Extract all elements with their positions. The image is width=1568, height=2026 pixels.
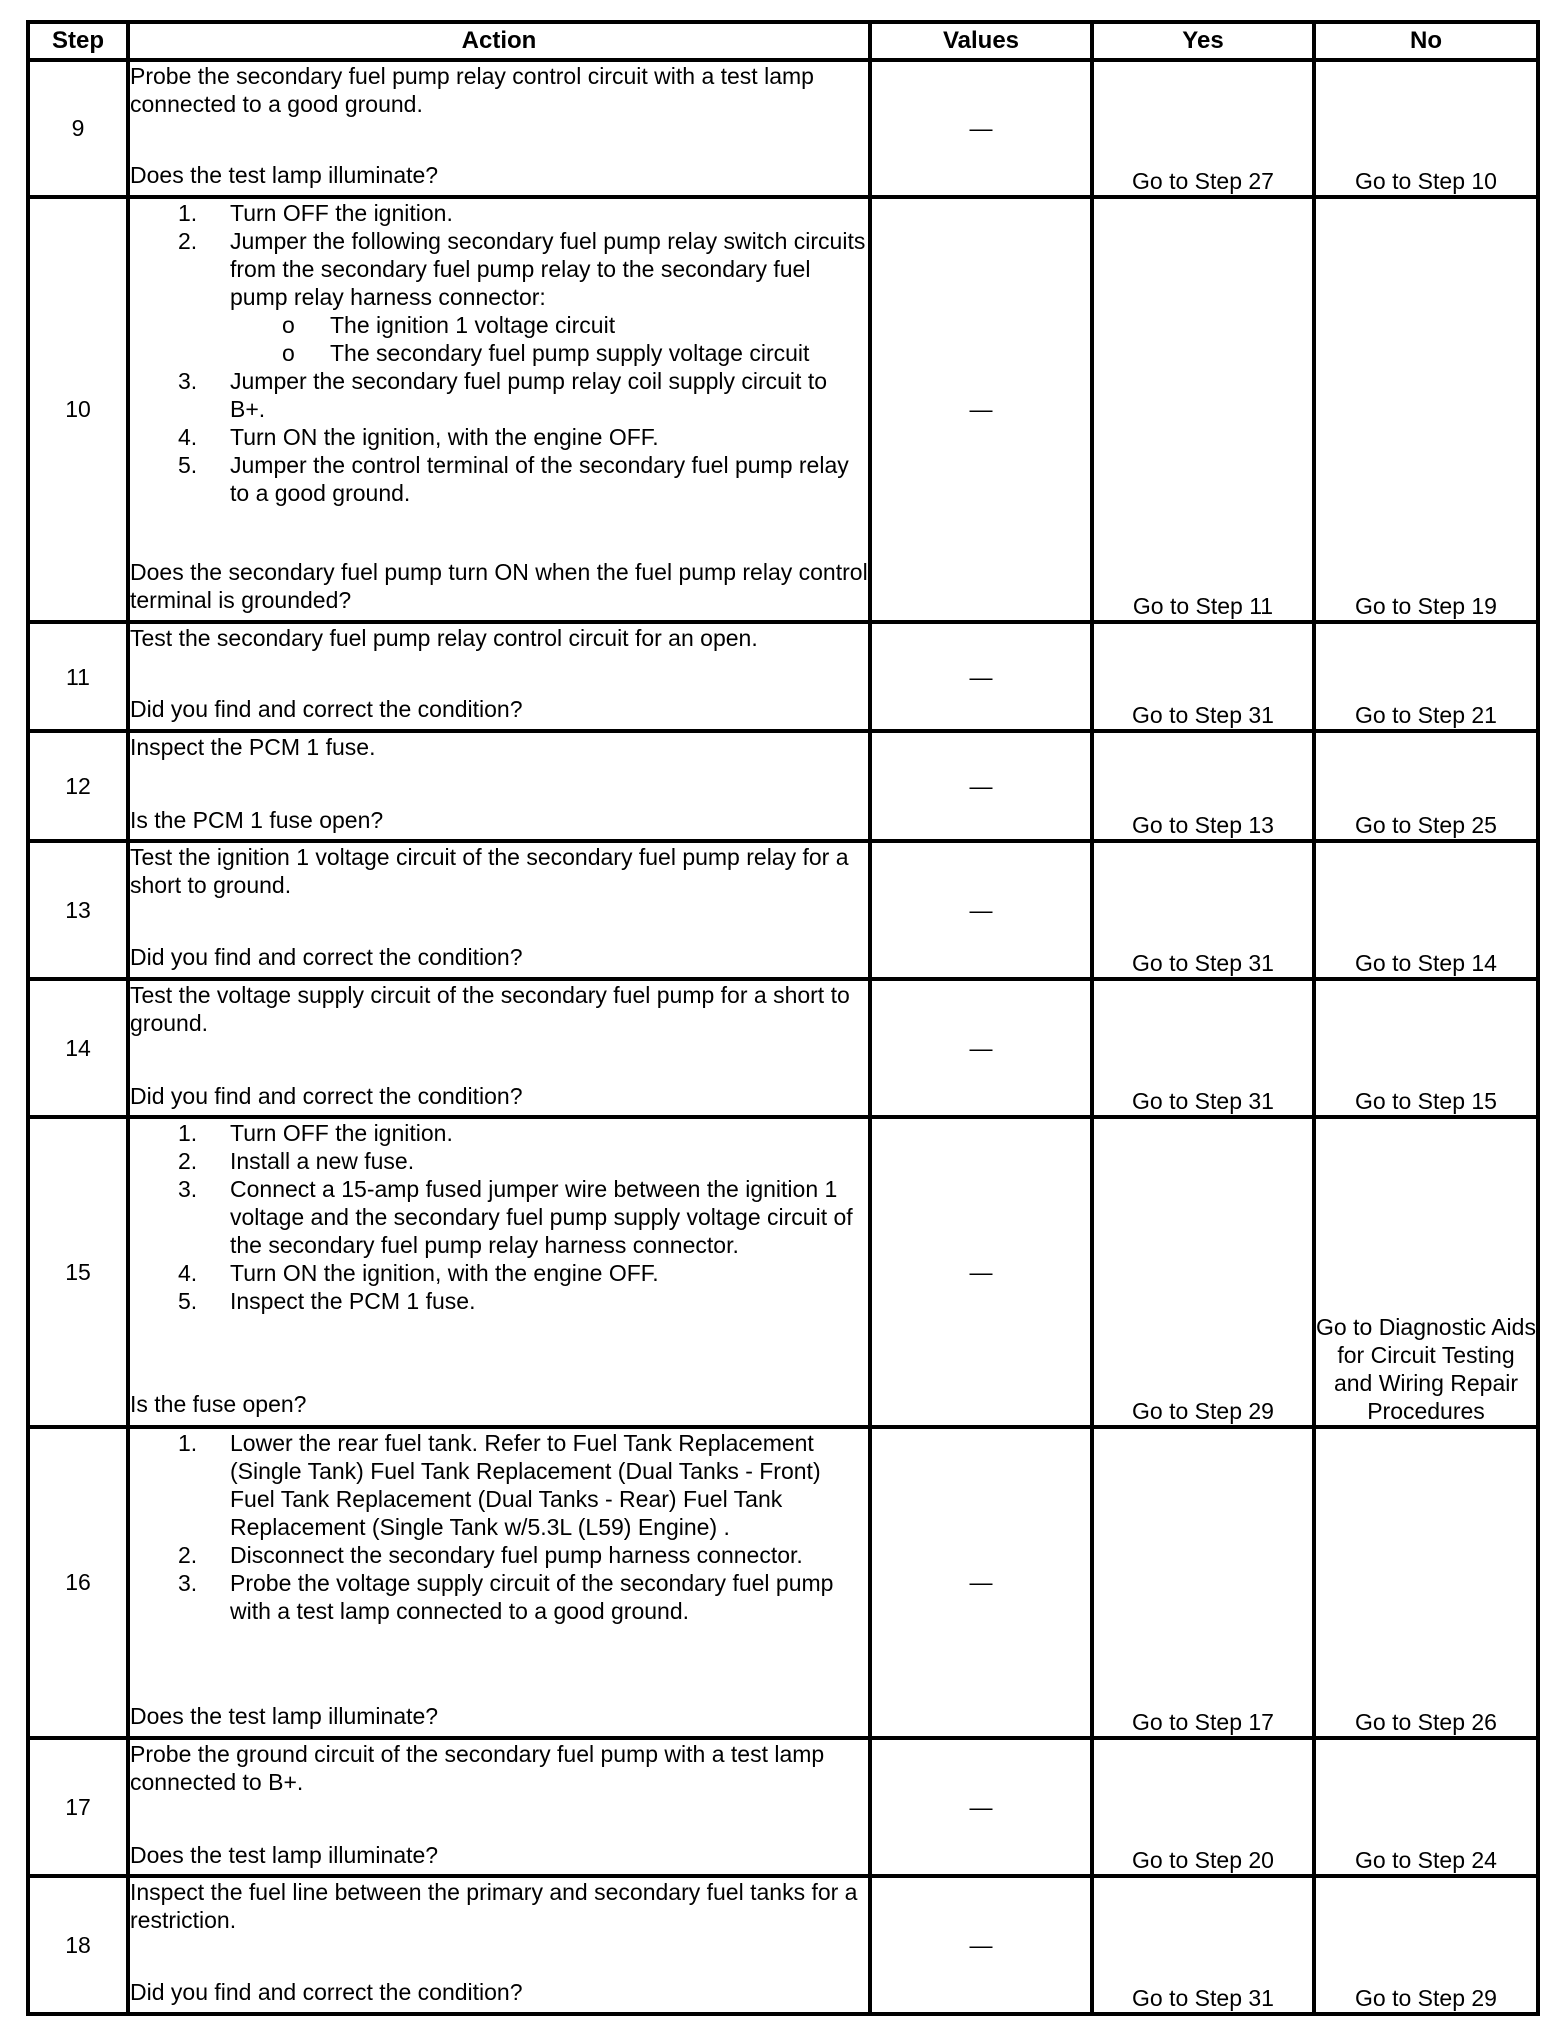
table-row xyxy=(28,1876,1538,2014)
step-index: 5. xyxy=(178,1288,198,1315)
action-step xyxy=(178,1147,868,1175)
values-cell: — xyxy=(870,60,1092,197)
action-text: Inspect the fuel line between the primary and secondary fuel tanks for a restriction. xyxy=(130,1879,858,1934)
values-cell: — xyxy=(870,1738,1092,1877)
sub-text: The secondary fuel pump supply voltage circuit xyxy=(330,339,810,366)
step-text: Connect a 15-amp fused jumper wire between the ignition 1 voltage and the secondary fuel pump supply voltage circuit of the secondary fuel pump relay harness connector. xyxy=(230,1176,853,1259)
sub-item xyxy=(282,339,868,367)
bullet-icon: o xyxy=(282,339,295,366)
yes-outcome: Go to Step 31 xyxy=(1092,841,1314,979)
table-row xyxy=(28,1117,1538,1426)
yes-outcome: Go to Step 27 xyxy=(1092,60,1314,197)
action-step xyxy=(178,1287,868,1315)
no-outcome: Go to Step 21 xyxy=(1314,622,1538,730)
sub-list xyxy=(230,311,868,367)
step-text: Disconnect the secondary fuel pump harness connector. xyxy=(230,1541,803,1568)
header-no: No xyxy=(1314,22,1538,60)
action-step xyxy=(178,1259,868,1287)
action-step xyxy=(178,423,868,451)
question-text: Does the test lamp illuminate? xyxy=(130,1841,439,1868)
header-yes: Yes xyxy=(1092,22,1314,60)
step-number: 17 xyxy=(28,1738,128,1877)
action-cell xyxy=(128,841,870,979)
no-outcome: Go to Diagnostic Aids for Circuit Testing and Wiring Repair Procedures xyxy=(1314,1117,1538,1426)
step-text: Probe the voltage supply circuit of the secondary fuel pump with a test lamp connected to a good ground. xyxy=(230,1569,834,1624)
question-text: Did you find and correct the condition? xyxy=(130,1979,523,2006)
action-step xyxy=(178,1429,868,1541)
no-outcome: Go to Step 26 xyxy=(1314,1427,1538,1738)
action-text: Test the ignition 1 voltage circuit of the secondary fuel pump relay for a short to ground. xyxy=(130,844,849,899)
table-row xyxy=(28,197,1538,623)
action-steps xyxy=(130,1119,868,1315)
values-cell: — xyxy=(870,1117,1092,1426)
step-index: 3. xyxy=(178,1176,198,1203)
no-outcome: Go to Step 25 xyxy=(1314,731,1538,841)
action-step xyxy=(178,227,868,367)
step-number: 15 xyxy=(28,1117,128,1426)
action-cell xyxy=(128,60,870,197)
step-number: 13 xyxy=(28,841,128,979)
header-step: Step xyxy=(28,22,128,60)
step-index: 5. xyxy=(178,451,198,478)
no-outcome: Go to Step 29 xyxy=(1314,1876,1538,2014)
yes-outcome: Go to Step 20 xyxy=(1092,1738,1314,1877)
step-text: Install a new fuse. xyxy=(230,1148,415,1175)
sub-item xyxy=(282,311,868,339)
step-text: Turn OFF the ignition. xyxy=(230,1120,453,1147)
yes-outcome: Go to Step 29 xyxy=(1092,1117,1314,1426)
step-number: 16 xyxy=(28,1427,128,1738)
action-text: Test the voltage supply circuit of the secondary fuel pump for a short to ground. xyxy=(130,981,850,1036)
table-row xyxy=(28,622,1538,730)
action-text: Test the secondary fuel pump relay control circuit for an open. xyxy=(130,625,758,652)
question-text: Does the secondary fuel pump turn ON when the fuel pump relay control terminal is grounded? xyxy=(130,558,868,613)
values-cell: — xyxy=(870,1427,1092,1738)
step-text: Lower the rear fuel tank. Refer to Fuel Tank Replacement (Single Tank) Fuel Tank Replacement (Dual Tanks - Front) Fuel Tank Replacement (Dual Tanks - Rear) Fuel Tank Replacement (Single Tank w/5.3L (L59) Engine) . xyxy=(230,1429,821,1540)
values-cell: — xyxy=(870,197,1092,623)
yes-outcome: Go to Step 31 xyxy=(1092,622,1314,730)
action-step xyxy=(178,1175,868,1259)
table-row xyxy=(28,1427,1538,1738)
step-number: 14 xyxy=(28,979,128,1118)
no-outcome: Go to Step 15 xyxy=(1314,979,1538,1118)
step-number: 10 xyxy=(28,197,128,623)
yes-outcome: Go to Step 11 xyxy=(1092,197,1314,623)
table-row xyxy=(28,979,1538,1118)
yes-outcome: Go to Step 17 xyxy=(1092,1427,1314,1738)
table-row xyxy=(28,60,1538,197)
values-cell: — xyxy=(870,979,1092,1118)
no-outcome: Go to Step 19 xyxy=(1314,197,1538,623)
action-step xyxy=(178,1541,868,1569)
action-cell xyxy=(128,197,870,623)
header-values: Values xyxy=(870,22,1092,60)
action-text: Probe the secondary fuel pump relay control circuit with a test lamp connected to a good ground. xyxy=(130,63,814,117)
action-text: Inspect the PCM 1 fuse. xyxy=(130,733,376,760)
step-index: 1. xyxy=(178,1120,198,1147)
question-text: Is the PCM 1 fuse open? xyxy=(130,806,384,833)
step-text: Jumper the secondary fuel pump relay coil supply circuit to B+. xyxy=(230,367,828,422)
yes-outcome: Go to Step 31 xyxy=(1092,979,1314,1118)
action-step xyxy=(178,1569,868,1625)
step-number: 11 xyxy=(28,622,128,730)
question-text: Did you find and correct the condition? xyxy=(130,696,523,723)
step-index: 1. xyxy=(178,199,198,226)
no-outcome: Go to Step 14 xyxy=(1314,841,1538,979)
step-index: 4. xyxy=(178,1260,198,1287)
action-cell xyxy=(128,1738,870,1877)
action-cell xyxy=(128,979,870,1118)
question-text: Does the test lamp illuminate? xyxy=(130,1702,439,1729)
action-steps xyxy=(130,1429,868,1625)
step-index: 1. xyxy=(178,1429,198,1456)
bullet-icon: o xyxy=(282,311,295,338)
step-number: 18 xyxy=(28,1876,128,2014)
action-step xyxy=(178,199,868,227)
yes-outcome: Go to Step 13 xyxy=(1092,731,1314,841)
header-action: Action xyxy=(128,22,870,60)
action-step xyxy=(178,1119,868,1147)
action-step xyxy=(178,367,868,423)
step-index: 4. xyxy=(178,423,198,450)
no-outcome: Go to Step 10 xyxy=(1314,60,1538,197)
step-index: 3. xyxy=(178,367,198,394)
action-steps xyxy=(130,199,868,507)
question-text: Does the test lamp illuminate? xyxy=(130,162,439,188)
yes-outcome: Go to Step 31 xyxy=(1092,1876,1314,2014)
action-cell xyxy=(128,1117,870,1426)
action-step xyxy=(178,451,868,507)
values-cell: — xyxy=(870,622,1092,730)
step-number: 9 xyxy=(28,60,128,197)
values-cell: — xyxy=(870,841,1092,979)
step-text: Jumper the following secondary fuel pump relay switch circuits from the secondary fuel pump relay to the secondary fuel pump relay harness connector: xyxy=(230,227,866,310)
step-text: Turn ON the ignition, with the engine OFF. xyxy=(230,1260,659,1287)
step-index: 2. xyxy=(178,1148,198,1175)
table-row xyxy=(28,1738,1538,1877)
step-index: 3. xyxy=(178,1569,198,1596)
no-outcome: Go to Step 24 xyxy=(1314,1738,1538,1877)
action-cell xyxy=(128,1876,870,2014)
question-text: Did you find and correct the condition? xyxy=(130,944,523,971)
question-text: Is the fuse open? xyxy=(130,1391,307,1418)
action-text: Probe the ground circuit of the secondary fuel pump with a test lamp connected to B+. xyxy=(130,1740,825,1795)
step-index: 2. xyxy=(178,1541,198,1568)
values-cell: — xyxy=(870,1876,1092,2014)
table-row xyxy=(28,841,1538,979)
step-number: 12 xyxy=(28,731,128,841)
step-text: Turn ON the ignition, with the engine OFF. xyxy=(230,423,659,450)
header-row xyxy=(28,22,1538,60)
step-text: Inspect the PCM 1 fuse. xyxy=(230,1288,476,1315)
action-cell xyxy=(128,622,870,730)
step-index: 2. xyxy=(178,227,198,254)
sub-text: The ignition 1 voltage circuit xyxy=(330,311,616,338)
step-text: Turn OFF the ignition. xyxy=(230,199,453,226)
action-cell xyxy=(128,731,870,841)
values-cell: — xyxy=(870,731,1092,841)
diagnostic-table xyxy=(26,20,1540,2016)
action-cell xyxy=(128,1427,870,1738)
table-row xyxy=(28,731,1538,841)
question-text: Did you find and correct the condition? xyxy=(130,1082,523,1109)
step-text: Jumper the control terminal of the secondary fuel pump relay to a good ground. xyxy=(230,451,849,506)
